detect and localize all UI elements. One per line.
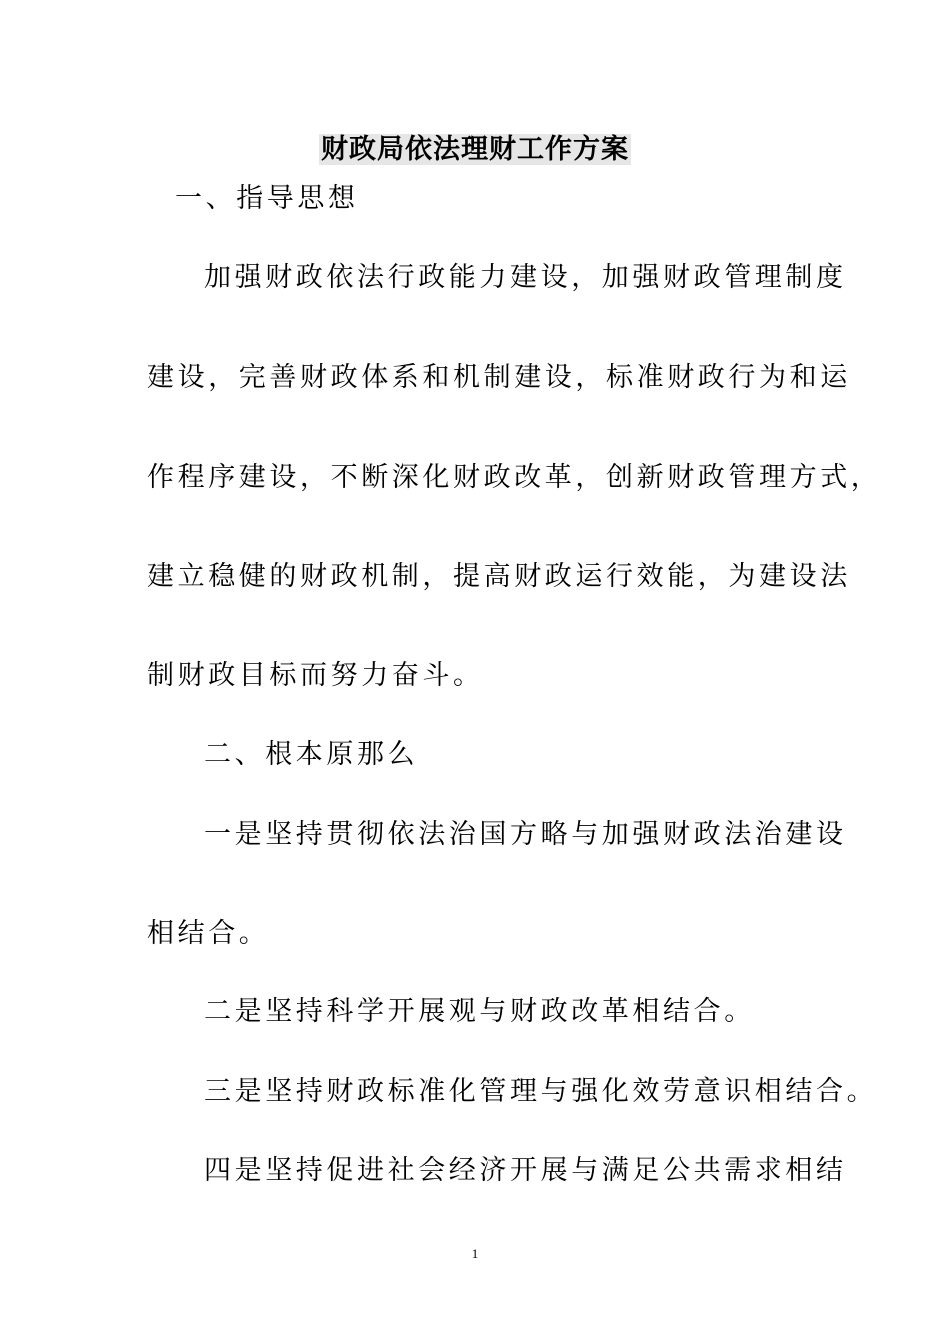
paragraph-line: 建立稳健的财政机制，提高财政运行效能，为建设法 [147,561,851,592]
section-heading-guiding-thought: 一、指导思想 [175,183,359,214]
page-number: 1 [471,1246,479,1261]
principle-item-continuation: 相结合。 [147,918,270,949]
document-title [0,130,950,170]
paragraph-line: 加强财政依法行政能力建设，加强财政管理制度 [204,262,847,293]
principle-item: 三是坚持财政标准化管理与强化效劳意识相结合。 [204,1076,878,1107]
principle-item: 四是坚持促进社会经济开展与满足公共需求相结 [204,1155,847,1186]
paragraph-line: 建设，完善财政体系和机制建设，标准财政行为和运 [147,362,851,393]
section-heading-basic-principles: 二、根本原那么 [204,739,419,770]
document-title-text: 财政局依法理财工作方案 [321,134,629,165]
paragraph-line: 作程序建设，不断深化财政改革，创新财政管理方式， [147,462,882,493]
paragraph-line: 制财政目标而努力奋斗。 [147,660,484,691]
principle-item: 一是坚持贯彻依法治国方略与加强财政法治建设 [204,819,847,850]
principle-item: 二是坚持科学开展观与财政改革相结合。 [204,996,755,1027]
